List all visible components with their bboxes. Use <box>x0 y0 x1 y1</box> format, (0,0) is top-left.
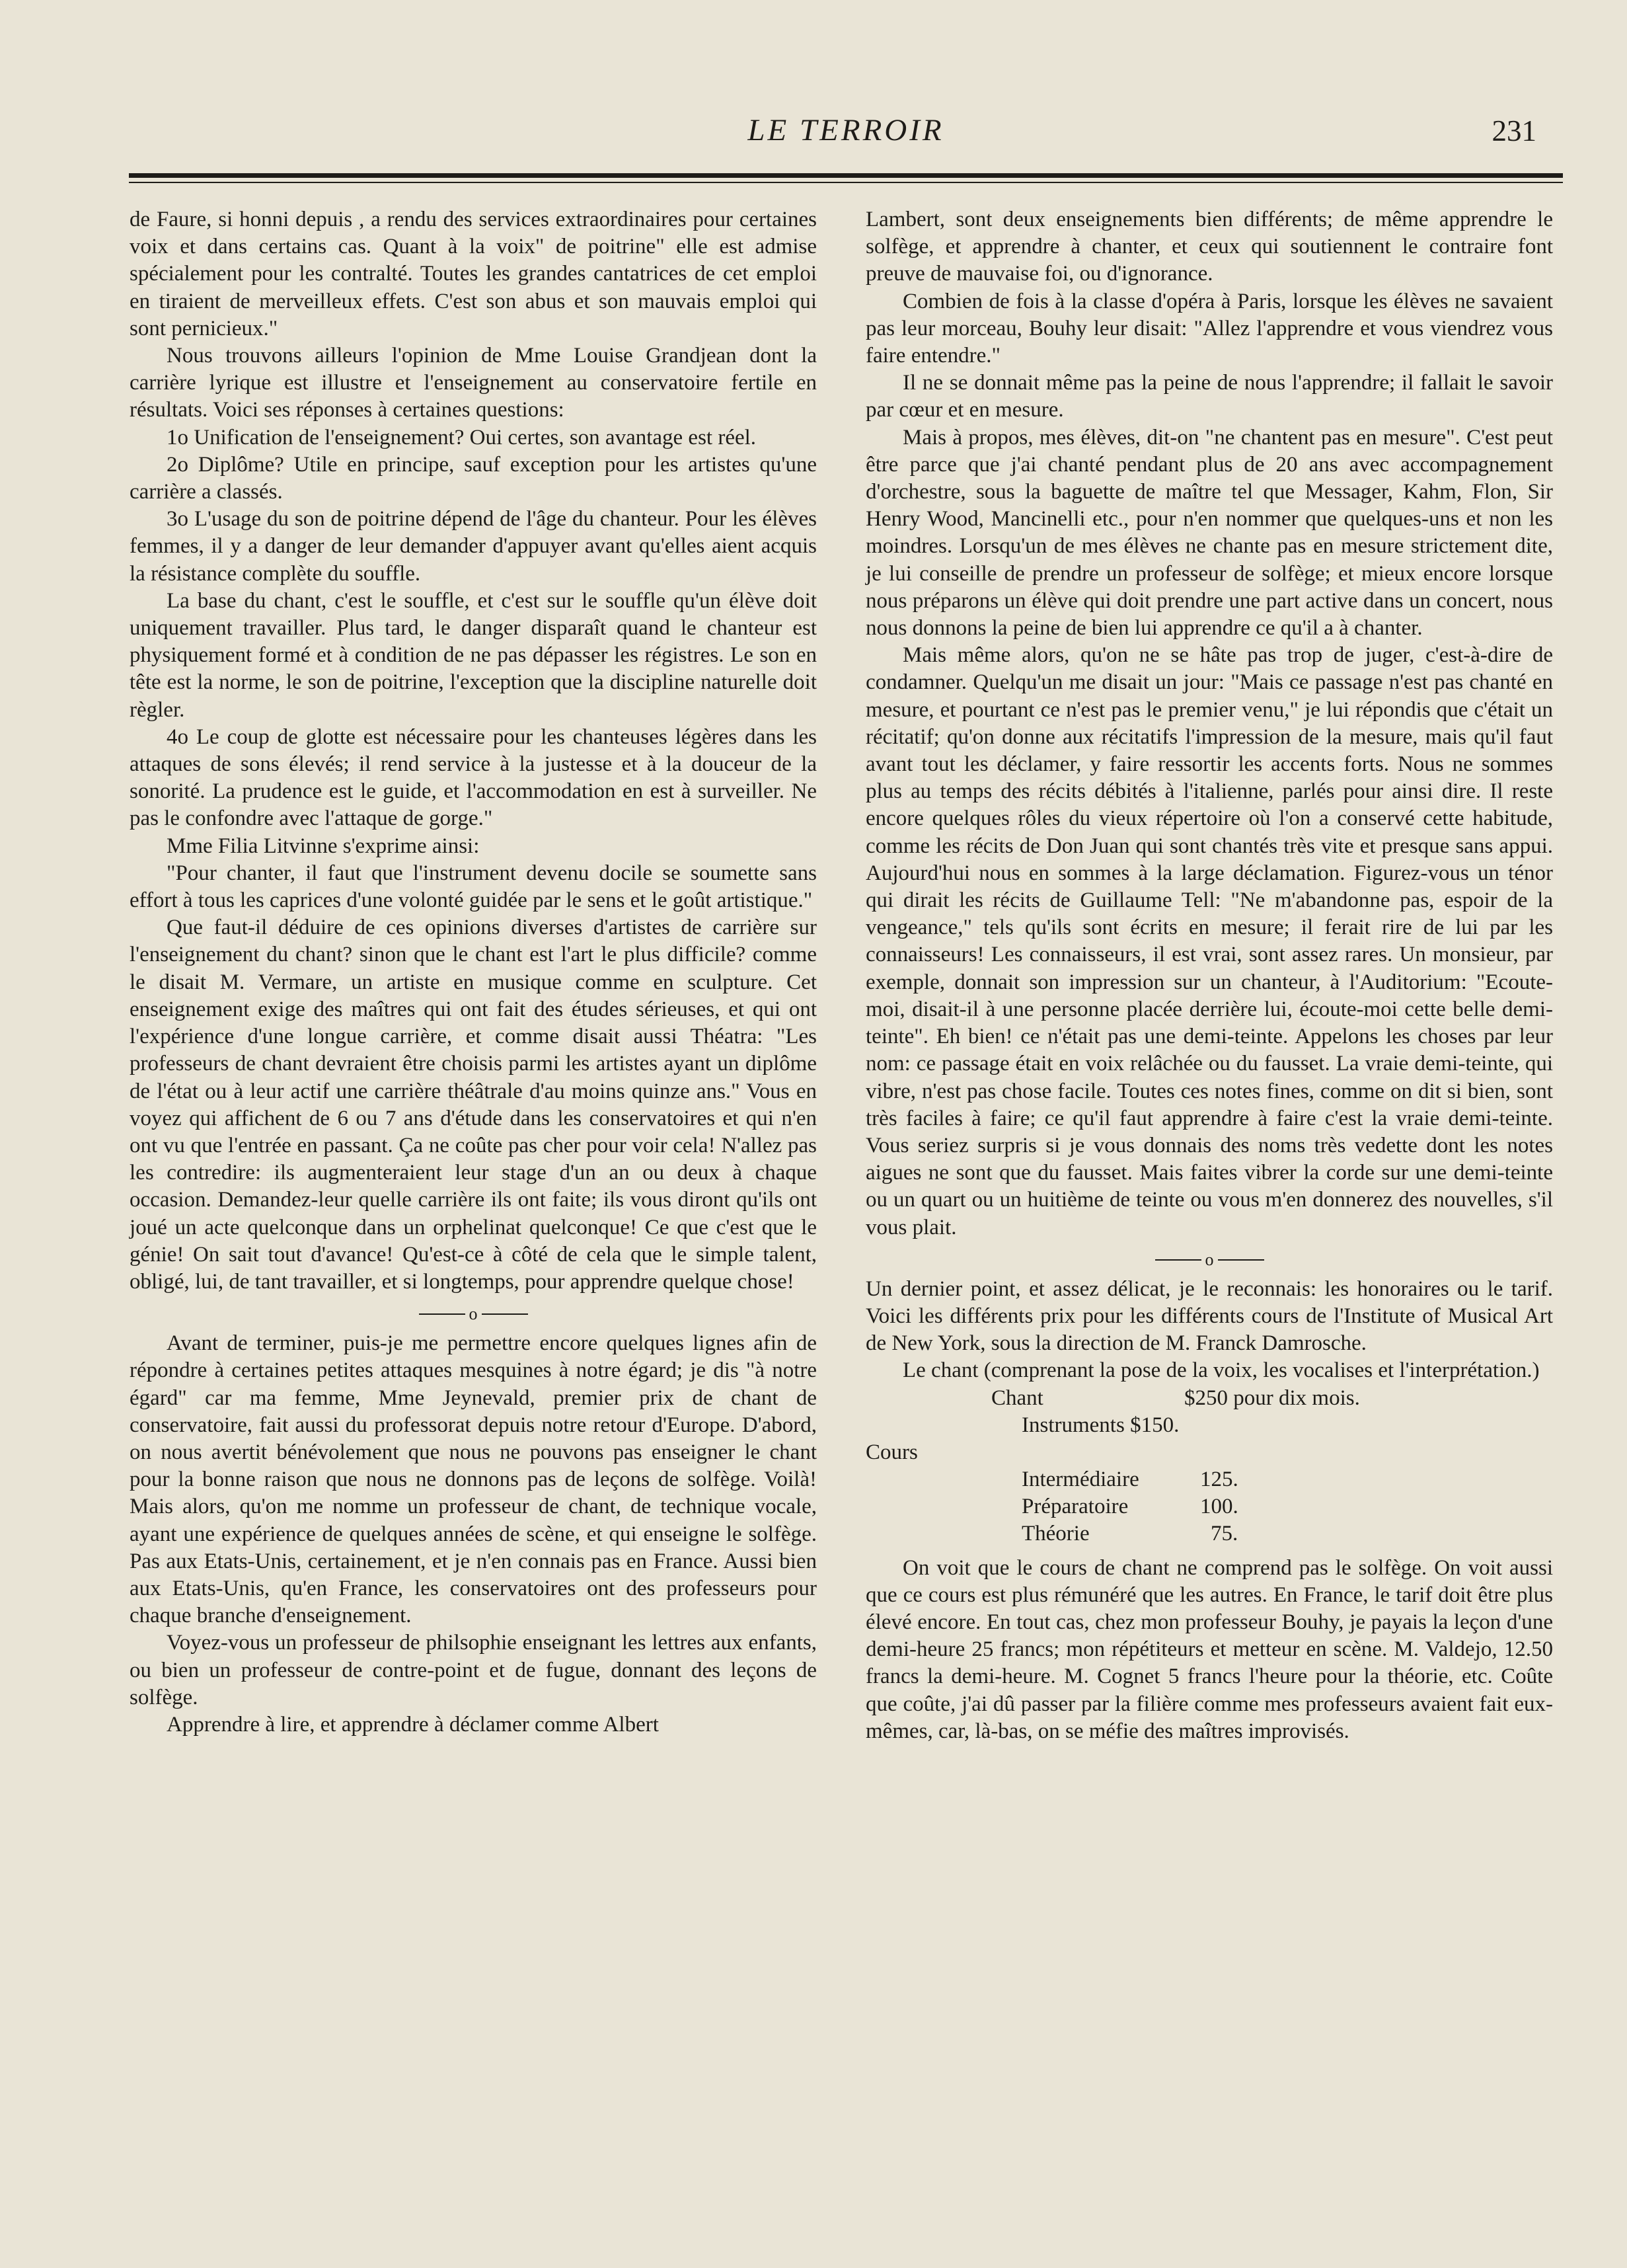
separator-mark: o <box>1205 1249 1214 1269</box>
fee-row <box>866 1520 1553 1547</box>
running-head <box>129 112 1563 159</box>
fee-label: Cours <box>866 1440 918 1464</box>
paragraph: Il ne se donnait même pas la peine de nous l'apprendre; il fallait le savoir par cœur et en mesure. <box>866 371 1553 422</box>
paragraph: 3o L'usage du son de poitrine dépend de l'âge du chanteur. Pour les élèves femmes, il y a danger de leur demander d'appuyer avant qu'elles aient acquis la résistance complète du souffle. <box>130 507 817 586</box>
paragraph: La base du chant, c'est le souffle, et c'est sur le souffle qu'un élève doit uniquement travailler. Plus tard, le danger disparaît quand le chanteur est physiquement formé et à condition de ne pas dépasser les régistres. Le son en tête est la norme, le son de poitrine, l'exception que la discipline naturelle doit règler. <box>130 588 817 722</box>
fee-label: Instruments $150. <box>1022 1413 1180 1437</box>
fee-row-chant <box>866 1385 1553 1412</box>
fee-row <box>866 1466 1553 1493</box>
paragraph: 1o Unification de l'enseignement? Oui certes, son avantage est réel. <box>167 425 757 450</box>
page-number: 231 <box>1492 114 1536 147</box>
left-column <box>130 206 817 1739</box>
paragraph: de Faure, si honni depuis , a rendu des services extraordinaires pour certaines voix et dans certains cas. Quant à la voix" de poitrine" elle est admise spécialement pour les contralté. Toutes les grandes cantatrices de cet emploi en tiraient de merveilleux effets. C'est son abus et son mauvais emploi qui sont pernicieux." <box>130 208 817 340</box>
header-rule-thick <box>129 173 1563 178</box>
separator-mark: o <box>469 1304 478 1324</box>
paragraph: Mais même alors, qu'on ne se hâte pas trop de juger, c'est-à-dire de condamner. Quelqu'un me disait un jour: "Mais ce passage n'est pas chanté en mesure, et pourtant ce n'est pas le premier venu," je lui répondis que c'était un récitatif; qu'on donne aux récitatifs l'impression de la mesure, mais qu'il faut avant tout les déclamer, y faire ressortir les accents forts. Nous ne sommes plus au temps des récits débités à l'italienne, parlés pour ainsi dire. Il reste encore quelques rôles du vieux répertoire où l'on a conservé cette habitude, comme les récits de Don Juan qui sont chantés très vite et presque sans appui. Aujourd'hui nous en sommes à la large déclamation. Figurez-vous un ténor qui dirait les récits de Guillaume Tell: "Ne m'abandonne pas, espoir de la vengeance," tels qu'ils sont écrits en mesure; il ferait rire de lui par les connaisseurs! Les connaisseurs, il est vrai, sont assez rares. Un monsieur, par exemple, donnait son impression sur un chanteur, à l'Auditorium: "Ecoute-moi, disait-il à une personne placée derrière lui, écoute-moi cette belle demi-teinte". Eh bien! ce n'était pas une demi-teinte. Appelons les choses par leur nom: ce passage était en voix relâchée ou du fausset. La vraie demi-teinte, qui vibre, n'est pas chose facile. Toutes ces notes fines, comme on dit si bien, sont très faciles à faire; ce qu'il faut apprendre à faire c'est la vraie demi-teinte. Vous seriez surpris si je vous donnais des noms très vedette dont les notes aigues ne sont que du fausset. Mais faites vibrer la corde sur une demi-teinte ou un quart ou un huitième de teinte ou vous m'en donnerez des nouvelles, s'il vous plait. <box>866 643 1553 1239</box>
fee-label: Intermédiaire <box>1022 1467 1139 1492</box>
paragraph: Nous trouvons ailleurs l'opinion de Mme Louise Grandjean dont la carrière lyrique est illustre et l'enseignement au conservatoire fertile en résultats. Voici ses réponses à certaines questions: <box>130 344 817 422</box>
fee-label: Théorie <box>1022 1522 1090 1546</box>
fee-row <box>866 1493 1553 1520</box>
section-separator <box>130 1296 817 1330</box>
fee-price: $250 pour dix mois. <box>1184 1386 1360 1410</box>
fee-price: 75. <box>1211 1522 1238 1546</box>
fee-schedule <box>866 1385 1553 1548</box>
paragraph: Voyez-vous un professeur de philsophie enseignant les lettres aux enfants, ou bien un professeur de contre-point et de fugue, donnant des leçons de solfège. <box>130 1631 817 1709</box>
paragraph: Que faut-il déduire de ces opinions diverses d'artistes de carrière sur l'enseignement du chant? sinon que le chant est l'art le plus difficile? comme le disait M. Vermare, un artiste en musique comme en sculpture. Cet enseignement exige des maîtres qui ont fait des études sérieuses, et qui ont l'expérience d'une longue carrière, et comme disait aussi Théatra: "Les professeurs de chant devraient être choisis parmi les artistes ayant un diplôme de l'état ou à leur actif une carrière théâtrale d'au moins quinze ans." Vous en voyez qui affichent de 6 ou 7 ans d'étude dans les conservatoires et qui n'en ont vu que l'entrée en passant. Ça ne coûte pas cher pour voir cela! N'allez pas les contredire: ils augmenteraient leur stage d'un an ou deux à chaque occasion. Demandez-leur quelle carrière ils ont faite; ils vous diront qu'ils ont joué un acte quelconque dans un orphelinat quelconque! Ce que c'est que le génie! On sait tout d'avance! Qu'est-ce à côté de cela que le simple talent, obligé, lui, de tant travailler, et si longtemps, pour apprendre quelque chose! <box>130 916 817 1294</box>
paragraph: Mme Filia Litvinne s'exprime ainsi: <box>167 834 480 858</box>
paragraph: 2o Diplôme? Utile en principe, sauf exception pour les artistes qu'une carrière a classés. <box>130 452 817 504</box>
fee-label: Chant <box>991 1386 1043 1410</box>
header-rule-thin <box>129 182 1563 183</box>
section-separator <box>866 1241 1553 1276</box>
fee-label: Préparatoire <box>1022 1495 1129 1519</box>
paragraph: On voit que le cours de chant ne comprend pas le solfège. On voit aussi que ce cours est plus rémunéré que les autres. En France, le tarif doit être plus élevé encore. En tout cas, chez mon professeur Bouhy, je payais la leçon d'une demi-heure 25 francs; mon répétiteurs et metteur en scène. M. Valdejo, 12.50 francs la demi-heure. M. Cognet 5 francs l'heure pour la théorie, etc. Coûte que coûte, j'ai dû passer par la filière comme mes professeurs avaient fait eux-mêmes, car, là-bas, on se méfie des maîtres improvisés. <box>866 1555 1553 1743</box>
paragraph: Mais à propos, mes élèves, dit-on "ne chantent pas en mesure". C'est peut être parce que j'ai chanté pendant plus de 20 ans avec accompagnement d'orchestre, sous la baguette de maître tel que Messager, Kahm, Flon, Sir Henry Wood, Mancinelli etc., pour n'en nommer que quelques-uns et non les moindres. Lorsqu'un de mes élèves ne chante pas en mesure strictement dite, je lui conseille de prendre un professeur de solfège; et mieux encore lorsque nous préparons un élève qui doit prendre une part active dans un concert, nous nous donnons la peine de bien lui apprendre ce qu'il a à chanter. <box>866 425 1553 641</box>
paragraph: Apprendre à lire, et apprendre à déclamer comme Albert <box>167 1712 659 1737</box>
paragraph: Lambert, sont deux enseignements bien différents; de même apprendre le solfège, et apprendre à chanter, et ceux qui soutiennent le contraire font preuve de mauvaise foi, ou d'ignorance. <box>866 208 1553 286</box>
paragraph: Combien de fois à la classe d'opéra à Paris, lorsque les élèves ne savaient pas leur morceau, Bouhy leur disait: "Allez l'apprendre et vous viendrez vous faire entendre." <box>866 289 1553 368</box>
paragraph: 4o Le coup de glotte est nécessaire pour les chanteuses légères dans les attaques de sons élevés; il rend service à la justesse et à la douceur de la sonorité. La prudence est le guide, et l'accommodation en est à surveiller. Ne pas le confondre avec l'attaque de gorge." <box>130 724 817 831</box>
right-column <box>866 206 1553 1745</box>
fee-row-cours <box>866 1439 1553 1466</box>
paragraph: Avant de terminer, puis-je me permettre encore quelques lignes afin de répondre à certaines petites attaques mesquines à notre égard; je dis "à notre égard" car ma femme, Mme Jeynevald, premier prix de chant de conservatoire, fait aussi du professorat depuis notre retour d'Europe. D'abord, on nous avertit bénévolement que nous ne pouvons pas enseigner le chant pour la bonne raison que nous ne donnons pas de leçons de solfège. Voilà! Mais alors, qu'on me nomme un professeur de chant, de technique vocale, ayant une expérience de quelques années de scène, et qui enseigne le solfège. Pas aux Etats-Unis, certainement, et je n'en connais pas en France. Aussi bien aux Etats-Unis, qu'en France, les conservatoires ont des professeurs pour chaque branche d'enseignement. <box>130 1331 817 1628</box>
fee-price: 100. <box>1200 1495 1238 1519</box>
paragraph: Le chant (comprenant la pose de la voix, les vocalises et l'interprétation.) <box>903 1358 1540 1383</box>
paragraph: Un dernier point, et assez délicat, je le reconnais: les honoraires ou le tarif. Voici les différents prix pour les différents cours de l'Institute of Musical Art de New York, sous la direction de M. Franck Damrosche. <box>866 1276 1553 1356</box>
journal-title: LE TERROIR <box>747 113 944 147</box>
fee-row-instruments <box>866 1412 1553 1439</box>
paragraph: "Pour chanter, il faut que l'instrument devenu docile se soumette sans effort à tous les caprices d'une volonté guidée par le sens et le goût artistique." <box>130 861 817 913</box>
fee-price: 125. <box>1200 1467 1238 1492</box>
